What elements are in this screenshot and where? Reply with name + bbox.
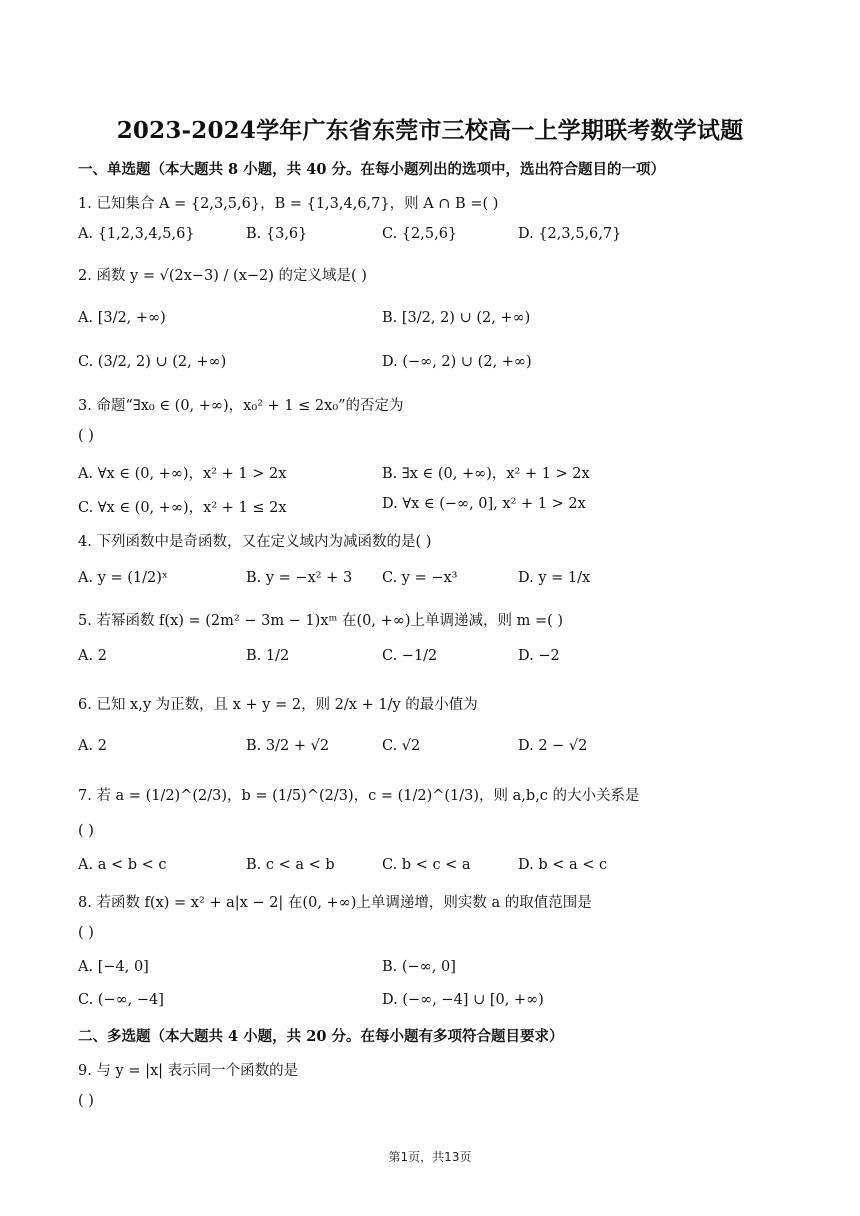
question-3-option-b: B. ∃x ∈ (0, +∞)，x² + 1 > 2x	[382, 466, 590, 482]
question-4-option-a: A. y = (1/2)ˣ	[78, 570, 169, 586]
section-heading-single-choice: 一、单选题（本大题共 8 小题，共 40 分。在每小题列出的选项中，选出符合题目的一项）	[78, 161, 665, 178]
question-8-option-c: C. (−∞, −4]	[78, 992, 164, 1008]
question-7-option-d: D. b < a < c	[518, 857, 608, 873]
question-5-option-c: C. −1/2	[382, 648, 438, 664]
question-6-option-b: B. 3/2 + √2	[246, 738, 330, 754]
question-5-stem: 5. 若幂函数 f(x) = (2m² − 3m − 1)xᵐ 在(0, +∞)上单调递减，则 m =( )	[78, 613, 564, 629]
question-2-stem: 2. 函数 y = √(2x−3) / (x−2) 的定义域是( )	[78, 268, 367, 284]
question-1-option-a: A. {1,2,3,4,5,6}	[78, 226, 195, 242]
question-7-option-b: B. c < a < b	[246, 857, 335, 873]
question-8-stem: 8. 若函数 f(x) = x² + a|x − 2| 在(0, +∞)上单调递增，则实数 a 的取值范围是	[78, 895, 592, 911]
question-5-option-a: A. 2	[78, 648, 107, 664]
question-4-stem: 4. 下列函数中是奇函数，又在定义域内为减函数的是( )	[78, 534, 432, 550]
question-6-option-a: A. 2	[78, 738, 107, 754]
page-footer: 第1页，共13页	[388, 1150, 472, 1164]
question-2-option-b: B. [3/2, 2) ∪ (2, +∞)	[382, 310, 531, 326]
question-4-option-c: C. y = −x³	[382, 570, 458, 586]
question-9-answer-blank: ( )	[78, 1093, 94, 1109]
question-6-option-d: D. 2 − √2	[518, 738, 588, 754]
question-3-option-a: A. ∀x ∈ (0, +∞)，x² + 1 > 2x	[78, 466, 287, 482]
question-7-answer-blank: ( )	[78, 823, 94, 839]
question-8-option-d: D. (−∞, −4] ∪ [0, +∞)	[382, 992, 544, 1008]
question-3-answer-blank: ( )	[78, 428, 94, 444]
question-3-option-c: C. ∀x ∈ (0, +∞)，x² + 1 ≤ 2x	[78, 500, 287, 516]
question-4-option-d: D. y = 1/x	[518, 570, 591, 586]
section-heading-multiple-choice: 二、多选题（本大题共 4 小题，共 20 分。在每小题有多项符合题目要求）	[78, 1028, 564, 1045]
question-6-option-c: C. √2	[382, 738, 421, 754]
question-7-stem: 7. 若 a = (1/2)^(2/3)，b = (1/5)^(2/3)，c = (1/2)^(1/3)，则 a,b,c 的大小关系是	[78, 788, 640, 804]
question-8-option-a: A. [−4, 0]	[78, 959, 149, 975]
question-2-option-a: A. [3/2, +∞)	[78, 310, 166, 326]
question-4-option-b: B. y = −x² + 3	[246, 570, 353, 586]
question-5-option-d: D. −2	[518, 648, 560, 664]
question-3-option-d: D. ∀x ∈ (−∞, 0], x² + 1 > 2x	[382, 496, 586, 512]
question-6-stem: 6. 已知 x,y 为正数，且 x + y = 2，则 2/x + 1/y 的最小值为	[78, 697, 478, 713]
question-9-stem: 9. 与 y = |x| 表示同一个函数的是	[78, 1063, 299, 1079]
question-1-stem: 1. 已知集合 A = {2,3,5,6}，B = {1,3,4,6,7}，则 A ∩ B =( )	[78, 196, 499, 212]
question-3-stem: 3. 命题“∃x₀ ∈ (0, +∞)，x₀² + 1 ≤ 2x₀”的否定为	[78, 398, 404, 414]
question-2-option-c: C. (3/2, 2) ∪ (2, +∞)	[78, 354, 227, 370]
question-8-answer-blank: ( )	[78, 925, 94, 941]
question-1-option-c: C. {2,5,6}	[382, 226, 458, 242]
question-8-option-b: B. (−∞, 0]	[382, 959, 456, 975]
question-2-option-d: D. (−∞, 2) ∪ (2, +∞)	[382, 354, 532, 370]
question-1-option-d: D. {2,3,5,6,7}	[518, 226, 622, 242]
question-5-option-b: B. 1/2	[246, 648, 290, 664]
question-7-option-c: C. b < c < a	[382, 857, 471, 873]
question-1-option-b: B. {3,6}	[246, 226, 308, 242]
exam-title: 2023-2024学年广东省东莞市三校高一上学期联考数学试题	[116, 117, 744, 144]
question-7-option-a: A. a < b < c	[78, 857, 167, 873]
